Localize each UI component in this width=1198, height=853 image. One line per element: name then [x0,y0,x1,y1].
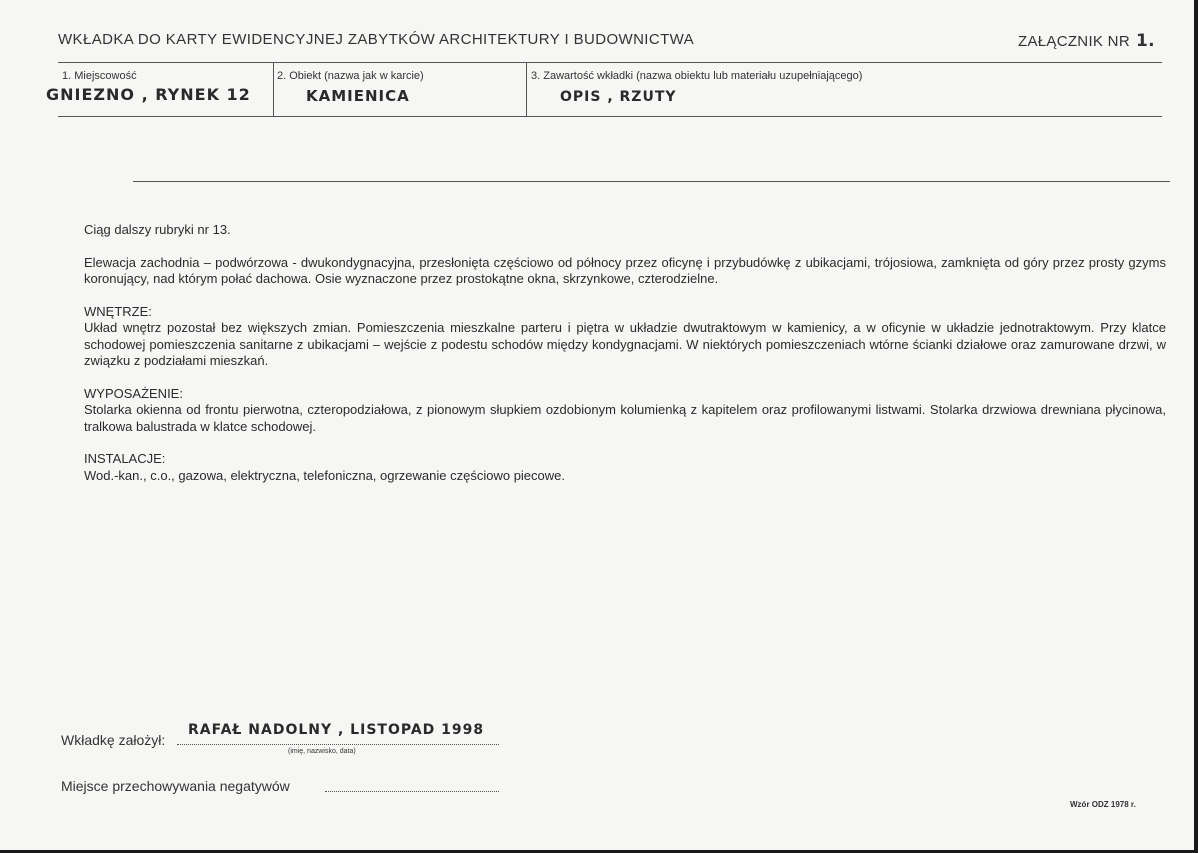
founded-by-value: RAFAŁ NADOLNY , LISTOPAD 1998 [188,722,485,738]
attachment-label: ZAŁĄCZNIK NR [1018,33,1130,50]
document-body [84,222,1166,484]
content-value: OPIS , RZUTY [560,89,677,105]
equipment-heading: WYPOSAŻENIE: [84,385,183,401]
field-divider-2 [526,62,527,116]
interior-heading: WNĘTRZE: [84,303,152,319]
content-label: 3. Zawartość wkładki (nazwa obiektu lub materiału uzupełniającego) [531,70,863,82]
template-note: Wzór ODZ 1978 r. [1070,800,1136,809]
attachment-number [1018,31,1155,51]
object-value: KAMIENICA [306,87,410,105]
installations-paragraph: Wod.-kan., c.o., gazowa, elektryczna, telefoniczna, ogrzewanie częściowo piecowe. [84,467,565,483]
interior-paragraph: Układ wnętrz pozostał bez większych zmian. Pomieszczenia mieszkalne parteru i piętra w układzie dwutraktowym w kamienicy, a w oficynie w układzie jednotraktowym. Przy klatce schodowej pomieszczenia sanitarne z ubikacjami – wejście z podestu schodów między kondygnacjami. W niektórych pomieszczeniach wtórne ścianki działowe oraz zamurowane drzwi, w związku z podziałami mieszkań. [84,320,1166,368]
object-label: 2. Obiekt (nazwa jak w karcie) [277,70,424,82]
founded-by-label: Wkładkę założył: [61,732,166,748]
field-row-top-line [58,62,1162,63]
scan-edge-right [1194,0,1198,853]
locality-label: 1. Miejscowość [62,70,137,82]
field-divider-1 [273,62,274,116]
equipment-paragraph: Stolarka okienna od frontu pierwotna, czteropodziałowa, z pionowym słupkiem ozdobionym kolumienką z kapitelem oraz profilowanymi listwami. Stolarka drzwiowa drewniana płycinowa, tralkowa balustrada w klatce schodowej. [84,402,1166,434]
negatives-location-line [325,791,499,792]
field-row-bottom-line [58,116,1162,117]
founded-by-caption: (imię, nazwisko, data) [288,748,356,755]
document-title: WKŁADKA DO KARTY EWIDENCYJNEJ ZABYTKÓW ARCHITEKTURY I BUDOWNICTWA [58,31,695,48]
attachment-number-value: 1. [1135,31,1155,51]
installations-heading: INSTALACJE: [84,451,166,466]
section-divider [133,181,1170,182]
intro-line: Ciąg dalszy rubryki nr 13. [84,222,231,237]
elevation-paragraph: Elewacja zachodnia – podwórzowa - dwukondygnacyjna, przesłonięta częściowo od północy przez oficynę i przybudówkę z ubikacjami, trójosiowa, zamknięta od góry przez prosty gzyms koronujący, nad którym połać dachowa. Osie wyznaczone przez prostokątne okna, skrzynkowe, czterodzielne. [84,254,1166,286]
founded-by-line [177,744,499,745]
negatives-location-label: Miejsce przechowywania negatywów [61,778,290,794]
locality-value: GNIEZNO , RYNEK 12 [46,85,251,104]
